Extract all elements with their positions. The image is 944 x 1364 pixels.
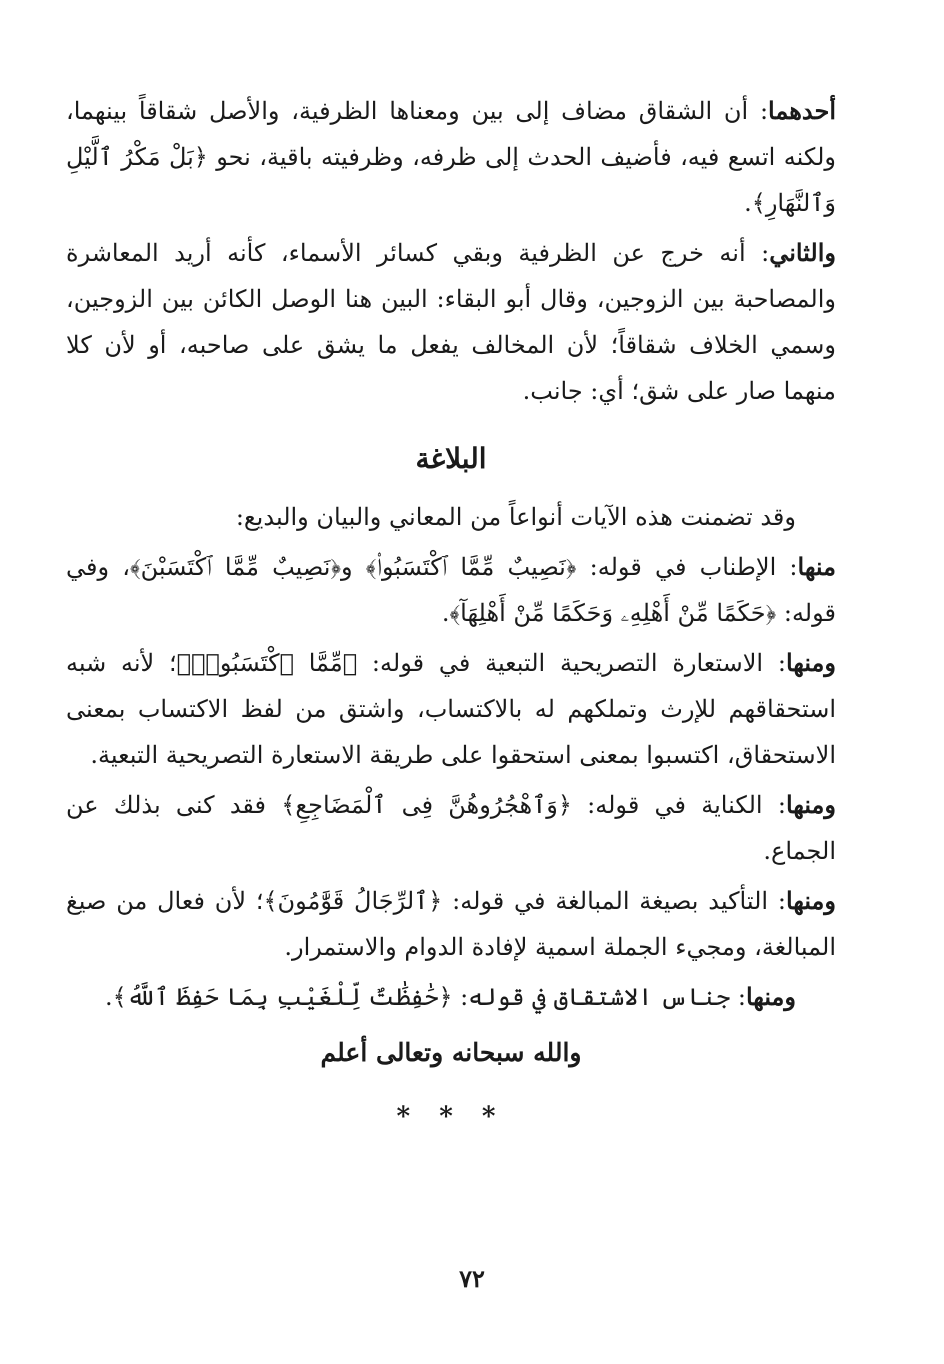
item-text: : التأكيد بصيغة المبالغة في قوله: ﴿ٱلرِّجَالُ قَوَّٰمُونَ﴾؛ لأن فعال من صيغ المبالغة، ومجيء الجملة اسمية لإفادة الدوام والاستمرار. bbox=[66, 887, 836, 961]
item-text: : الاستعارة التصريحية التبعية في قوله: ﴿مِّمَّا ٱكْتَسَبُوا۟﴾؛ لأنه شبه استحقاقهم للإرث وتملكهم له بالاكتساب، واشتق من لفظ الاكتساب بمعنى الاستحقاق، اكتسبوا بمعنى استحقوا على طريقة الاستعارة التصريحية التبعية. bbox=[66, 649, 836, 769]
item-lead: منها bbox=[797, 552, 836, 581]
item-text: : الكناية في قوله: ﴿وَٱهْجُرُوهُنَّ فِى ٱلْمَضَاجِعِ﴾ فقد كنى بذلك عن الجماع. bbox=[66, 791, 836, 865]
item-lead: ومنها bbox=[785, 648, 836, 677]
rhetoric-item-kinaya bbox=[66, 782, 836, 874]
rhetoric-item-takid bbox=[66, 878, 836, 970]
item-text: : الإطناب في قوله: ﴿نَصِيبٌ مِّمَّا ٱكْتَسَبُوا۟﴾ و﴿نَصِيبٌ مِّمَّا ٱكْتَسَبْنَ﴾، وفي قوله: ﴿حَكَمًا مِّنْ أَهْلِهِۦ وَحَكَمًا مِّنْ أَهْلِهَآ﴾. bbox=[66, 553, 836, 627]
page-number: ٧٢ bbox=[459, 1264, 485, 1293]
item-lead: ومنها bbox=[785, 886, 836, 915]
item-lead: ومنها bbox=[785, 790, 836, 819]
closing-phrase: والله سبحانه وتعالى أعلم bbox=[320, 1038, 582, 1067]
paragraph-first-opinion bbox=[66, 88, 836, 226]
rhetoric-item-jinas bbox=[66, 974, 836, 1020]
rhetoric-item-istiara bbox=[66, 640, 836, 778]
paragraph-text: : أنه خرج عن الظرفية وبقي كسائر الأسماء، كأنه أريد المعاشرة والمصاحبة بين الزوجين، وقال أبو البقاء: البين هنا الوصل الكائن بين الزوجين، وسمي الخلاف شقاقاً؛ لأن المخالف يفعل ما يشق على صاحبه، أو لأن كلا منهما صار على شق؛ أي: جانب. bbox=[66, 239, 836, 405]
item-text: : جناس الاشتقاق في قوله: ﴿حَٰفِظَٰتٌ لِّلْغَيْبِ بِمَا حَفِظَ ٱللَّهُ﴾. bbox=[105, 983, 746, 1011]
intro-text: وقد تضمنت هذه الآيات أنواعاً من المعاني والبيان والبديع: bbox=[235, 503, 796, 531]
section-intro bbox=[66, 494, 836, 540]
item-lead: ومنها bbox=[745, 982, 796, 1011]
paragraph-text: : أن الشقاق مضاف إلى بين ومعناها الظرفية، والأصل شقاقاً بينهما، ولكنه اتسع فيه، فأضيف الحدث إلى ظرفه، وظرفيته باقية، نحو ﴿بَلْ مَكْرُ ٱلَّيْلِ وَٱلنَّهَارِ﴾. bbox=[66, 97, 836, 217]
section-heading: البلاغة bbox=[415, 442, 487, 475]
section-separator-stars: * * * bbox=[396, 1102, 506, 1132]
paragraph-lead: أحدهما bbox=[768, 96, 836, 125]
page-body bbox=[66, 88, 836, 1140]
paragraph-lead: والثاني bbox=[769, 238, 836, 267]
paragraph-second-opinion bbox=[66, 230, 836, 414]
rhetoric-item-itnab bbox=[66, 544, 836, 636]
